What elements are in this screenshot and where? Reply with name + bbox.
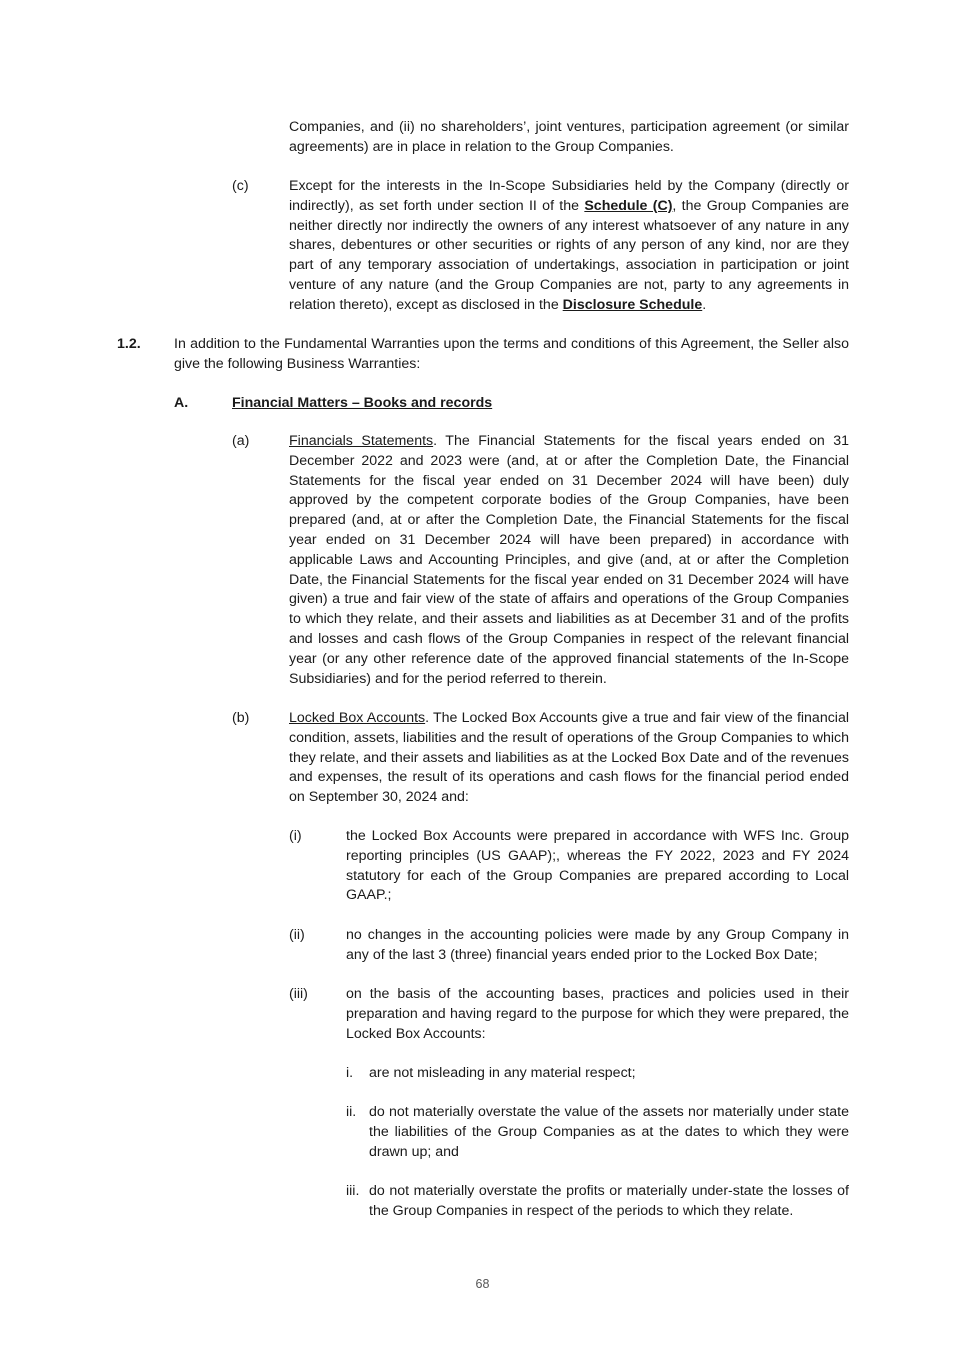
clause-a-title: Financials Statements (289, 433, 434, 449)
roman-item-3-text: do not materially overstate the profits or materially under-state the losses of the Group Companies in respect of the periods to which they relate. (369, 1183, 849, 1219)
clause-a-body: . The Financial Statements for the fiscal years ended on 31 December 2022 and 2023 were (and, at or after the Completion Date, the Financial Statements for the fiscal year ended on 31 December 2024 will have been) duly approved by the competent corporate bodies of the Group Companies, have been prepared (and, at or after the Completion Date, the Financial Statements for the fiscal year ended on 31 December 2024 will have been prepared) in accordance with applicable Laws and Accounting Principles, and give (and, at or after the Completion Date, the Financial Statements for the fiscal year ended on 31 December 2024 will have given) a true and fair view of the state of affairs and operations of the Group Companies to which they relate, and their assets and liabilities as at December 31 and of the profits and losses and cash flows of the Group Companies in respect of the relevant financial year (or any other reference date of the approved financial statements of the In-Scope Subsidiaries) and for the period referred to therein. (289, 433, 849, 687)
clause-c-marker: (c) (232, 178, 249, 194)
roman-item-1-text: are not misleading in any material respect; (369, 1065, 636, 1081)
clause-c-text-mid: , the Group Companies are neither directly nor indirectly the owners of any interest whatsoever of any nature in any shares, debentures or other securities or rights of any person of any kind, nor are they part of any temporary association of undertakings, association in participation or joint venture of any nature (and the Group Companies are not, party to any agreements in relation thereto), except as disclosed in the (289, 197, 849, 313)
section-1-2-number: 1.2. (117, 336, 141, 352)
subclause-i-marker: (i) (289, 828, 302, 844)
disclosure-schedule-link[interactable]: Disclosure Schedule (562, 296, 703, 313)
clause-a-marker: (a) (232, 433, 250, 449)
paragraph-continuation: Companies, and (ii) no shareholders’, joint ventures, participation agreement (or similar agreements) are in place in relation to the Group Companies. (289, 119, 849, 155)
clause-c-text-end: . (702, 296, 707, 313)
clause-a-text (289, 432, 849, 689)
section-a-heading: Financial Matters – Books and records (232, 395, 493, 411)
subclause-ii-marker: (ii) (289, 927, 305, 943)
clause-b-marker: (b) (232, 710, 250, 726)
page-number: 68 (475, 1277, 490, 1291)
clause-b-text (289, 709, 849, 808)
clause-b-body: . The Locked Box Accounts give a true and fair view of the financial condition, assets, liabilities and the result of operations of the Group Companies to which they relate, and their assets and liabilities as at the Locked Box Date and of the revenues and expenses, the result of its operations and cash flows for the financial period ended on September 30, 2024 and: (289, 710, 849, 806)
schedule-c-link[interactable]: Schedule (C) (584, 197, 673, 214)
roman-item-3-marker: iii. (346, 1183, 360, 1199)
section-a-letter: A. (174, 395, 189, 411)
clause-c-text (289, 177, 849, 316)
clause-b-title: Locked Box Accounts (289, 710, 426, 726)
subclause-ii-text: no changes in the accounting policies were made by any Group Company in any of the last 3 (three) financial years ended prior to the Locked Box Date; (346, 927, 849, 963)
roman-item-2-text: do not materially overstate the value of the assets nor materially under state the liabilities of the Group Companies as at the dates to which they were drawn up; and (369, 1104, 849, 1160)
clause-c-text-before: Except for the interests in the In-Scope Subsidiaries held by the Company (directly or indirectly), as set forth under section II of the (289, 178, 849, 214)
subclause-iii-marker: (iii) (289, 986, 308, 1002)
section-1-2-text: In addition to the Fundamental Warranties upon the terms and conditions of this Agreement, the Seller also give the following Business Warranties: (174, 336, 849, 372)
subclause-i-text: the Locked Box Accounts were prepared in accordance with WFS Inc. Group reporting principles (US GAAP);, whereas the FY 2022, 2023 and FY 2024 statutory for each of the Group Companies are prepared according to Local GAAP.; (346, 828, 849, 904)
roman-item-1-marker: i. (346, 1065, 354, 1081)
roman-item-2-marker: ii. (346, 1104, 357, 1120)
subclause-iii-text: on the basis of the accounting bases, practices and policies used in their preparation and having regard to the purpose for which they were prepared, the Locked Box Accounts: (346, 986, 849, 1042)
